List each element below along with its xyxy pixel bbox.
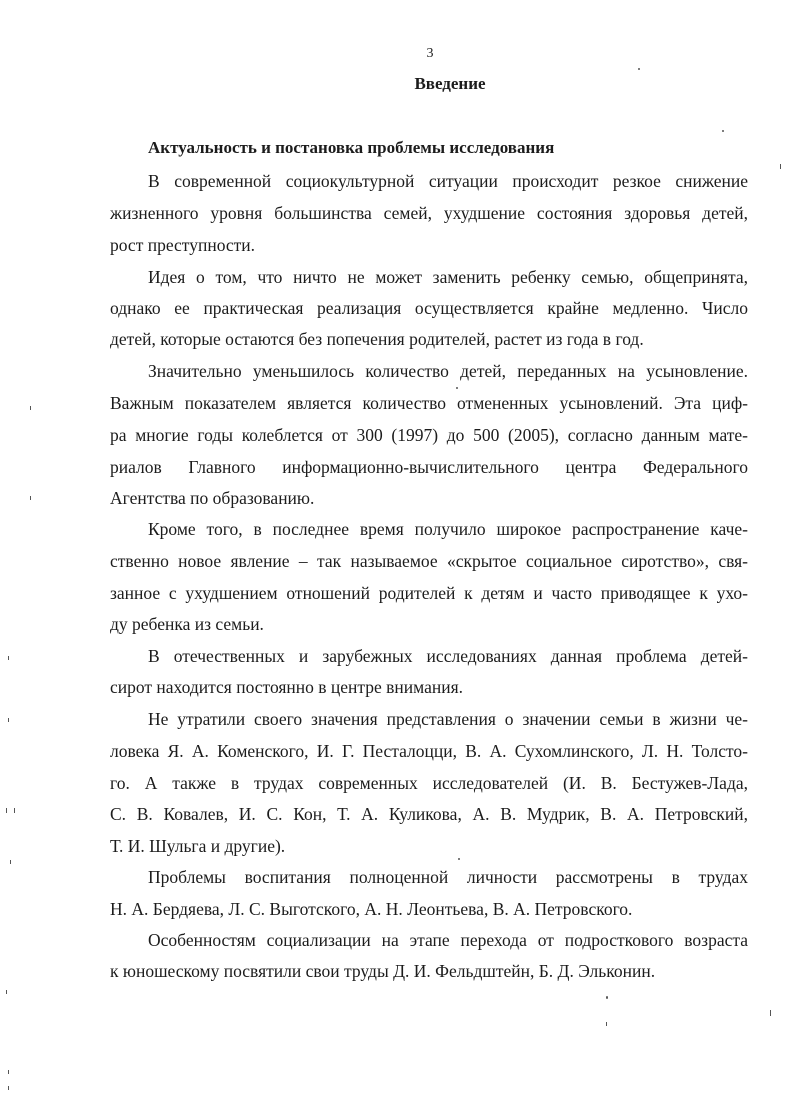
- paragraph-line: Агентства по образованию.: [110, 488, 315, 508]
- scan-speck: [8, 1070, 9, 1074]
- paragraph-line: Идея о том, что ничто не может заменить ребенку семью, общепринята,: [148, 267, 748, 287]
- scan-speck: [780, 164, 781, 169]
- paragraph-line: ра многие годы колеблется от 300 (1997) до 500 (2005), согласно данным мате-: [110, 425, 748, 445]
- paragraph-line: Кроме того, в последнее время получило широкое распространение каче-: [148, 519, 748, 539]
- paragraph-line: Важным показателем является количество отмененных усыновлений. Эта циф-: [110, 393, 748, 413]
- scan-speck: [456, 387, 458, 389]
- scan-speck: [8, 718, 9, 722]
- paragraph-line: Значительно уменьшилось количество детей, переданных на усыновление.: [148, 361, 748, 381]
- paragraph-line: сирот находится постоянно в центре внимания.: [110, 677, 464, 697]
- scan-speck: [638, 68, 640, 70]
- scan-speck: [14, 808, 15, 813]
- scan-speck: [8, 656, 9, 660]
- scan-speck: [458, 858, 460, 860]
- paragraph-line: к юношескому посвятили свои труды Д. И. Фельдштейн, Б. Д. Эльконин.: [110, 961, 656, 981]
- paragraph-line: В современной социокультурной ситуации происходит резкое снижение: [148, 171, 748, 191]
- scan-speck: [10, 860, 11, 864]
- page-title: Введение: [414, 74, 486, 93]
- scan-speck: [770, 1010, 771, 1016]
- scan-speck: [8, 1086, 9, 1090]
- paragraph-line: жизненного уровня большинства семей, ухудшение состояния здоровья детей,: [110, 203, 748, 223]
- paragraph-line: ственно новое явление – так называемое «скрытое социальное сиротство», свя-: [110, 551, 748, 571]
- section-heading: Актуальность и постановка проблемы исследования: [148, 138, 555, 157]
- scan-speck: [6, 990, 7, 994]
- paragraph-line: однако ее практическая реализация осуществляется крайне медленно. Число: [110, 298, 748, 318]
- scan-speck: [6, 808, 7, 813]
- scan-speck: [606, 1022, 607, 1026]
- paragraph-line: занное с ухудшением отношений родителей к детям и часто приводящее к ухо-: [110, 583, 748, 603]
- scan-speck: [30, 496, 31, 500]
- paragraph-line: Н. А. Бердяева, Л. С. Выготского, А. Н. Леонтьева, В. А. Петровского.: [110, 899, 633, 919]
- paragraph-line: С. В. Ковалев, И. С. Кон, Т. А. Куликова, А. В. Мудрик, В. А. Петровский,: [110, 804, 748, 824]
- paragraph-line: В отечественных и зарубежных исследованиях данная проблема детей-: [148, 646, 748, 666]
- paragraph-line: ловека Я. А. Коменского, И. Г. Песталоцци, В. А. Сухомлинского, Л. Н. Толсто-: [110, 741, 748, 761]
- paragraph-line: риалов Главного информационно-вычислительного центра Федерального: [110, 457, 748, 477]
- paragraph-line: го. А также в трудах современных исследователей (И. В. Бестужев-Лада,: [110, 773, 748, 793]
- paragraph-line: Т. И. Шульга и другие).: [110, 836, 286, 856]
- paragraph-line: Особенностям социализации на этапе перехода от подросткового возраста: [148, 930, 748, 950]
- paragraph-line: ду ребенка из семьи.: [110, 614, 264, 634]
- paragraph-line: детей, которые остаются без попечения родителей, растет из года в год.: [110, 329, 644, 349]
- page-number: 3: [426, 46, 434, 61]
- scan-speck: [30, 406, 31, 410]
- paragraph-line: рост преступности.: [110, 235, 256, 255]
- paragraph-line: Проблемы воспитания полноценной личности рассмотрены в трудах: [148, 867, 748, 887]
- scan-speck: [606, 996, 608, 999]
- paragraph-line: Не утратили своего значения представления о значении семьи в жизни че-: [148, 709, 748, 729]
- scan-speck: [722, 130, 724, 132]
